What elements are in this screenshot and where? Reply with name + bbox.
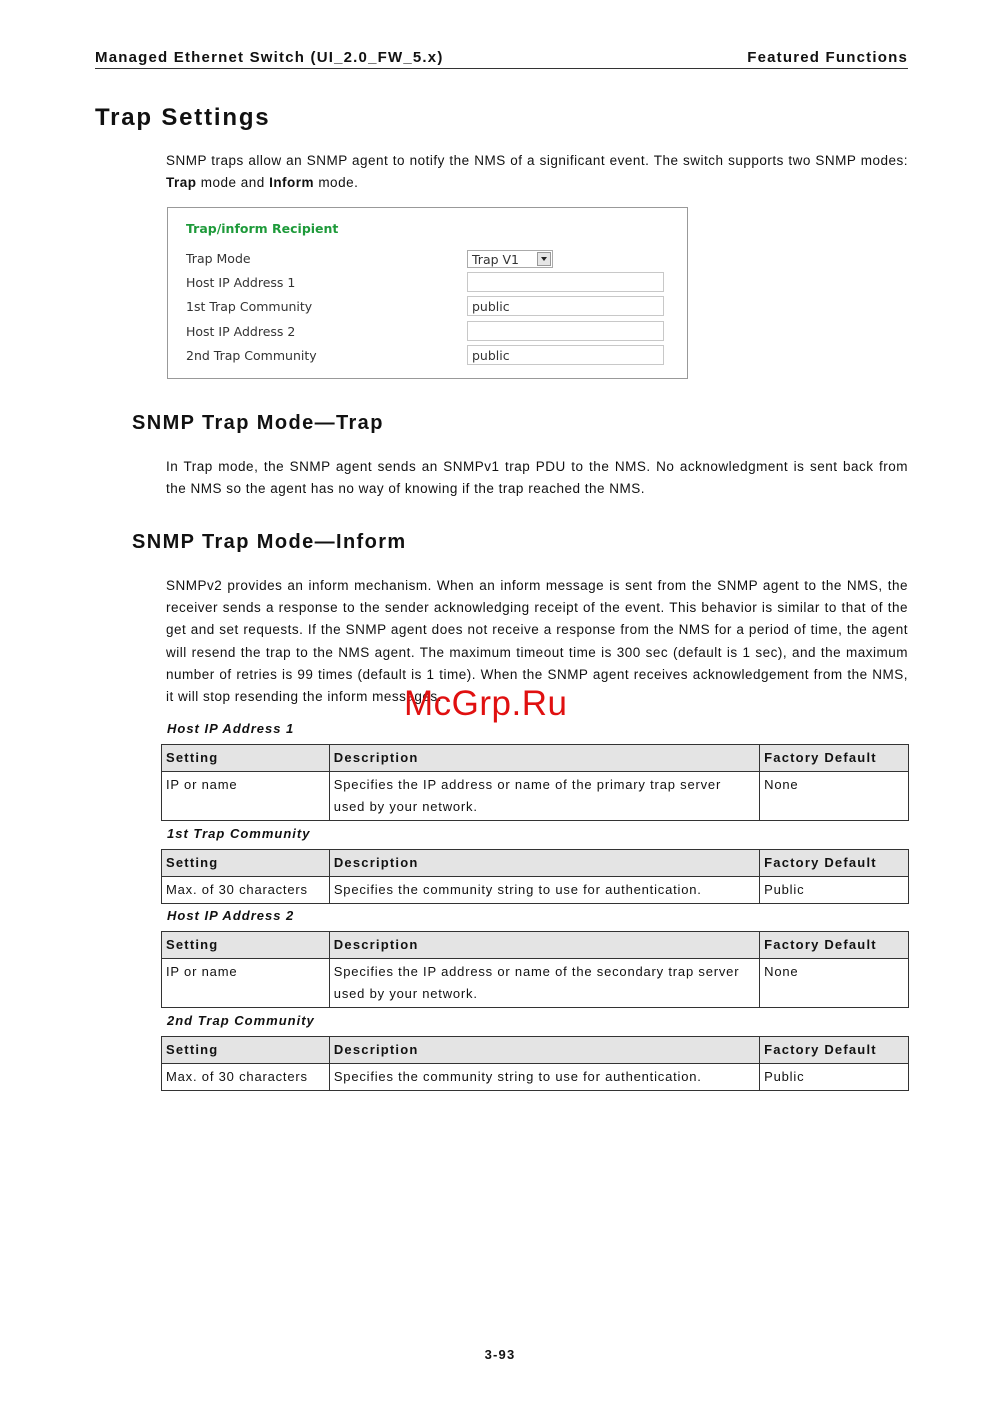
table-row <box>162 772 909 821</box>
cell-setting: Max. of 30 characters <box>162 877 330 904</box>
cell-description: Specifies the IP address or name of the secondary trap server used by your network. <box>329 959 759 1008</box>
dropdown-arrow-icon[interactable] <box>537 252 551 266</box>
cell-description: Specifies the IP address or name of the primary trap server used by your network. <box>329 772 759 821</box>
header-description: Description <box>329 850 759 877</box>
header-factory-default: Factory Default <box>760 850 909 877</box>
host-ip-2-label: Host IP Address 2 <box>186 324 296 339</box>
cell-default: Public <box>760 877 909 904</box>
table-header-row <box>162 745 909 772</box>
trap-community-1-input[interactable]: public <box>467 296 664 316</box>
header-setting: Setting <box>162 850 330 877</box>
table-caption-host-ip-1: Host IP Address 1 <box>167 721 295 736</box>
cell-description: Specifies the community string to use for authentication. <box>329 877 759 904</box>
header-factory-default: Factory Default <box>760 1037 909 1064</box>
table-row <box>162 877 909 904</box>
header-setting: Setting <box>162 745 330 772</box>
table-row <box>162 1064 909 1091</box>
trap-recipient-screenshot <box>167 207 688 379</box>
table-caption-community-1: 1st Trap Community <box>167 826 311 841</box>
settings-table-community-2 <box>161 1036 909 1091</box>
watermark: McGrp.Ru <box>404 684 568 723</box>
cell-default: None <box>760 959 909 1008</box>
settings-table-community-1 <box>161 849 909 904</box>
table-header-row <box>162 850 909 877</box>
cell-setting: IP or name <box>162 959 330 1008</box>
header-description: Description <box>329 1037 759 1064</box>
header-factory-default: Factory Default <box>760 745 909 772</box>
host-ip-1-input[interactable] <box>467 272 664 292</box>
heading-trap-mode-inform: SNMP Trap Mode—Inform <box>132 531 407 553</box>
cell-setting: Max. of 30 characters <box>162 1064 330 1091</box>
trap-mode-value: Trap V1 <box>472 252 520 267</box>
settings-table-host-ip-1 <box>161 744 909 821</box>
host-ip-1-label: Host IP Address 1 <box>186 275 296 290</box>
page-number: 3-93 <box>484 1347 516 1362</box>
inform-mode-paragraph: SNMPv2 provides an inform mechanism. When an inform message is sent from the SNMP agent to the NMS, the receiver sends a response to the sender acknowledging receipt of the event. This behavior is similar to that of the get and set requests. If the SNMP agent does not receive a response from the NMS for a period of time, the agent will resend the trap to the NMS agent. The maximum timeout time is 300 sec (default is 1 sec), and the maximum number of retries is 99 times (default is 1 time). When the SNMP agent receives acknowledgement from the NMS, it will stop resending the inform messages. <box>166 578 908 705</box>
settings-table-host-ip-2 <box>161 931 909 1008</box>
page-title: Trap Settings <box>95 104 271 131</box>
trap-community-2-input[interactable]: public <box>467 345 664 365</box>
cell-default: Public <box>760 1064 909 1091</box>
cell-description: Specifies the community string to use for authentication. <box>329 1064 759 1091</box>
header-chapter-title: Featured Functions <box>747 49 908 66</box>
header-description: Description <box>329 745 759 772</box>
table-header-row <box>162 932 909 959</box>
header-doc-title: Managed Ethernet Switch (UI_2.0_FW_5.x) <box>95 49 444 66</box>
header-description: Description <box>329 932 759 959</box>
cell-setting: IP or name <box>162 772 330 821</box>
trap-mode-label: Trap Mode <box>186 251 251 266</box>
trap-community-1-label: 1st Trap Community <box>186 299 313 314</box>
trap-mode-select[interactable] <box>467 250 553 268</box>
header-setting: Setting <box>162 1037 330 1064</box>
panel-title: Trap/inform Recipient <box>186 221 339 236</box>
table-row <box>162 959 909 1008</box>
header-setting: Setting <box>162 932 330 959</box>
host-ip-2-input[interactable] <box>467 321 664 341</box>
table-header-row <box>162 1037 909 1064</box>
trap-community-2-label: 2nd Trap Community <box>186 348 317 363</box>
table-caption-community-2: 2nd Trap Community <box>167 1013 315 1028</box>
header-factory-default: Factory Default <box>760 932 909 959</box>
heading-trap-mode-trap: SNMP Trap Mode—Trap <box>132 412 384 434</box>
intro-paragraph: SNMP traps allow an SNMP agent to notify the NMS of a significant event. The switch supports two SNMP modes: Trap mode and Inform mode. <box>166 153 908 191</box>
table-caption-host-ip-2: Host IP Address 2 <box>167 908 295 923</box>
trap-mode-paragraph: In Trap mode, the SNMP agent sends an SNMPv1 trap PDU to the NMS. No acknowledgment is sent back from the NMS so the agent has no way of knowing if the trap reached the NMS. <box>166 459 908 497</box>
page-header <box>95 48 908 69</box>
cell-default: None <box>760 772 909 821</box>
